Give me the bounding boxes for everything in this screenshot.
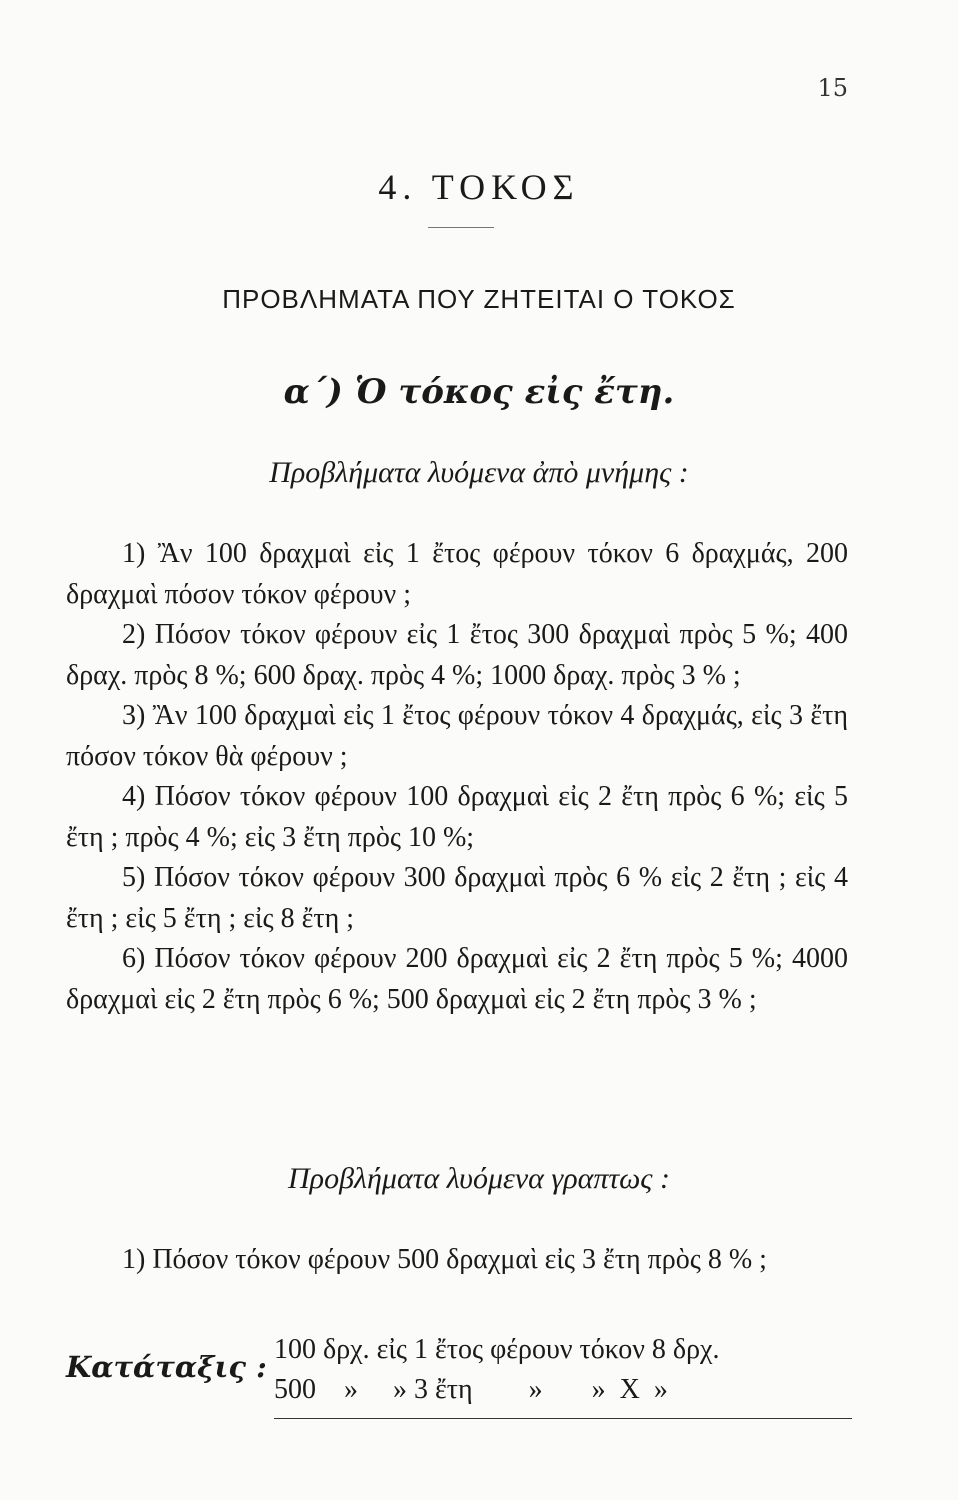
problem-item: 6) Πόσον τόκον φέρουν 200 δραχμαὶ εἰς 2 ἔτη πρὸς 5 %; 4000 δραχμαὶ εἰς 2 ἔτη πρὸς 6 %; 500 δραχμαὶ εἰς 2 ἔτη πρὸς 3 % ; [66, 943, 848, 1015]
oral-problems-list [66, 534, 848, 1020]
subsection-title: α΄) Ὁ τόκος εἰς ἔτη. [283, 372, 675, 412]
problem-item: 2) Πόσον τόκον φέρουν εἰς 1 ἔτος 300 δραχμαὶ πρὸς 5 %; 400 δραχ. πρὸς 8 %; 600 δραχ. πρὸς 4 %; 1000 δραχ. πρὸς 3 % ; [66, 619, 848, 691]
problem-item: 5) Πόσον τόκον φέρουν 300 δραχμαὶ πρὸς 6 % εἰς 2 ἔτη ; εἰς 4 ἔτη ; εἰς 5 ἔτη ; εἰς 8 ἔτη ; [66, 862, 848, 934]
problem-item: 4) Πόσον τόκον φέρουν 100 δραχμαὶ εἰς 2 ἔτη πρὸς 6 %; εἰς 5 ἔτη ; πρὸς 4 %; εἰς 3 ἔτη πρὸς 10 %; [66, 781, 848, 853]
chapter-title: 4. ΤΟΚΟΣ [378, 167, 580, 207]
classification-line-2: 500 » » 3 ἔτη » » X » [274, 1374, 668, 1405]
classification-block [66, 1334, 856, 1424]
written-problems-heading: Προβλήματα λυόμενα γραπτως : [288, 1162, 670, 1195]
page-number: 15 [817, 74, 848, 102]
oral-problems-heading: Προβλήματα λυόμενα ἀπὸ μνήμης : [269, 456, 689, 489]
classification-rule [274, 1418, 852, 1419]
problem-item: 1) Ἂν 100 δραχμαὶ εἰς 1 ἔτος φέρουν τόκον 6 δραχμάς, 200 δραχμαὶ πόσον τόκον φέρουν ; [66, 538, 848, 610]
written-problems-list [66, 1240, 848, 1281]
classification-line-1: 100 δρχ. εἰς 1 ἔτος φέρουν τόκον 8 δρχ. [274, 1334, 720, 1365]
problem-item: 1) Πόσον τόκον φέρουν 500 δραχμαὶ εἰς 3 ἔτη πρὸς 8 % ; [122, 1244, 767, 1275]
classification-label: Κατάταξις : [66, 1350, 267, 1384]
title-divider [428, 227, 494, 228]
problem-item: 3) Ἂν 100 δραχμαὶ εἰς 1 ἔτος φέρουν τόκον 4 δραχμάς, εἰς 3 ἔτη πόσον τόκον θὰ φέρουν ; [66, 700, 848, 772]
section-title: ΠΡΟΒΛΗΜΑΤΑ ΠΟΥ ΖΗΤΕΙΤΑΙ Ο ΤΟΚΟΣ [222, 284, 736, 314]
